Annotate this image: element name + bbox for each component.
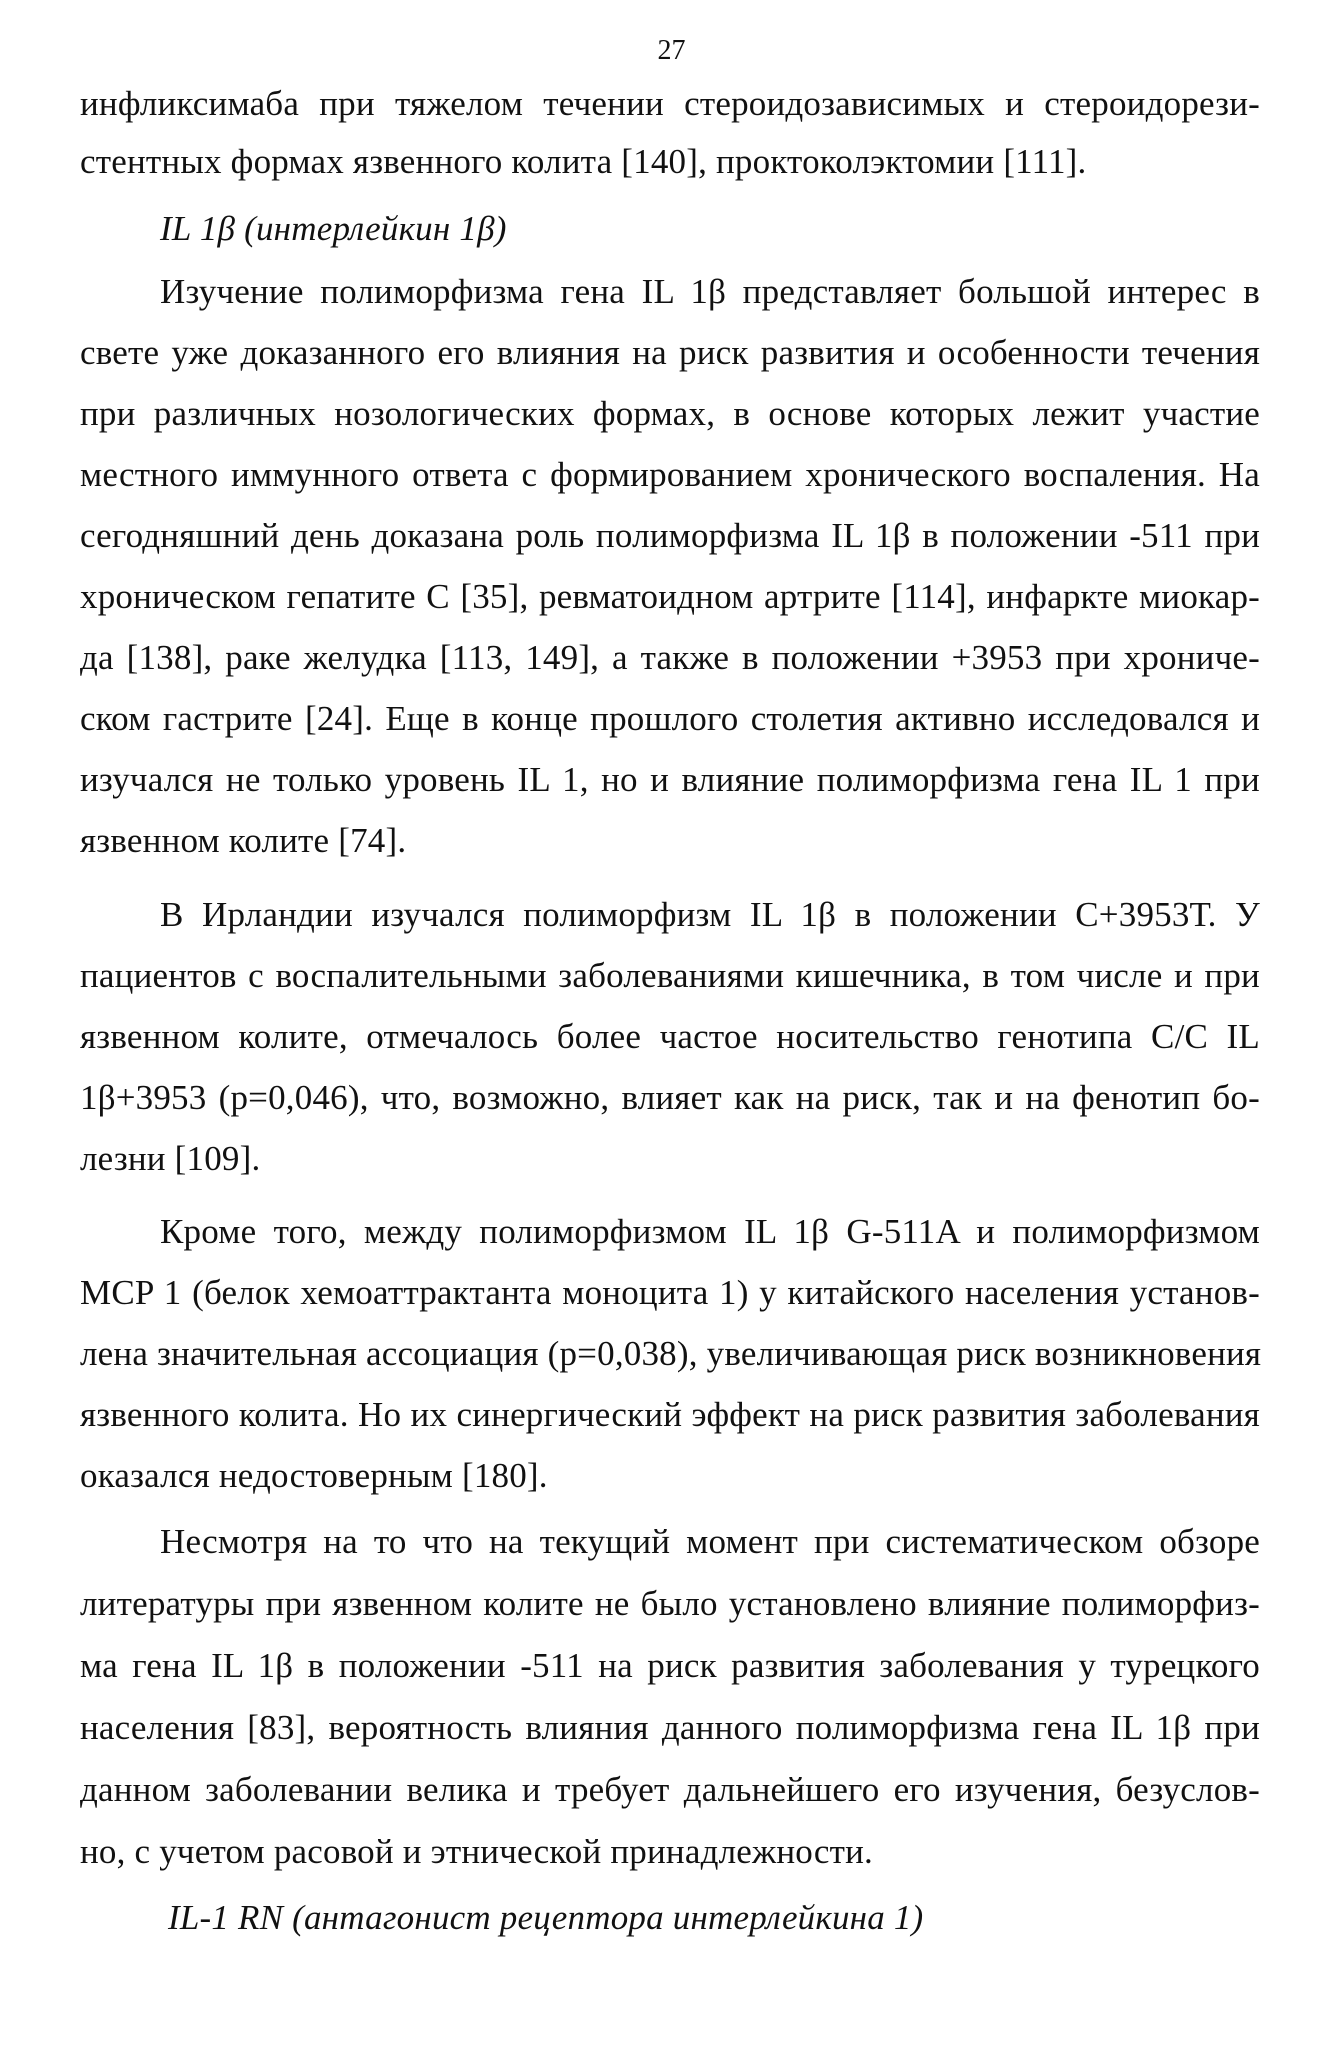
text-line: MCP 1 (белок хемоаттрактанта моноцита 1) у китайского населения установ- <box>80 1273 1260 1312</box>
text-line: литературы при язвенном колите не было установлено влияние полиморфиз- <box>80 1584 1260 1623</box>
text-line: Изучение полиморфизма гена IL 1β представляет большой интерес в <box>160 272 1260 311</box>
text-line: данном заболевании велика и требует дальнейшего его изучения, безуслов- <box>80 1770 1260 1809</box>
text-line: стентных формах язвенного колита [140], проктоколэктомии [111]. <box>80 142 1087 181</box>
text-line: Кроме того, между полиморфизмом IL 1β G-511A и полиморфизмом <box>160 1212 1260 1251</box>
text-line: сегодняшний день доказана роль полиморфизма IL 1β в положении -511 при <box>80 516 1260 555</box>
text-line: ском гастрите [24]. Еще в конце прошлого столетия активно исследовался и <box>80 699 1260 738</box>
section-heading: IL-1 RN (антагонист рецептора интерлейкина 1) <box>168 1898 924 1937</box>
text-line: язвенном колите, отмечалось более частое носительство генотипа С/С IL <box>80 1017 1260 1056</box>
text-line: изучался не только уровень IL 1, но и влияние полиморфизма гена IL 1 при <box>80 760 1260 799</box>
text-line: язвенном колите [74]. <box>80 821 407 860</box>
text-line: В Ирландии изучался полиморфизм IL 1β в положении С+3953Т. У <box>160 895 1260 934</box>
text-line: язвенного колита. Но их синергический эффект на риск развития заболевания <box>80 1395 1260 1434</box>
text-line: лезни [109]. <box>80 1139 261 1178</box>
text-line: ма гена IL 1β в положении -511 на риск развития заболевания у турецкого <box>80 1646 1260 1685</box>
text-line: пациентов с воспалительными заболеваниями кишечника, в том числе и при <box>80 956 1260 995</box>
text-line: лена значительная ассоциация (р=0,038), увеличивающая риск возникновения <box>80 1334 1262 1373</box>
text-line: хроническом гепатите С [35], ревматоидном артрите [114], инфаркте миокар- <box>80 577 1260 616</box>
section-heading: IL 1β (интерлейкин 1β) <box>160 209 507 248</box>
text-line: инфликсимаба при тяжелом течении стероидозависимых и стероидорези- <box>80 84 1260 123</box>
text-line: 1β+3953 (р=0,046), что, возможно, влияет как на риск, так и на фенотип бо- <box>80 1078 1260 1117</box>
text-line: но, с учетом расовой и этнической принадлежности. <box>80 1832 873 1871</box>
page-number: 27 <box>657 35 686 66</box>
text-line: оказался недостоверным [180]. <box>80 1456 548 1495</box>
text-line: при различных нозологических формах, в основе которых лежит участие <box>80 394 1260 433</box>
text-line: местного иммунного ответа с формированием хронического воспаления. На <box>80 455 1260 494</box>
text-line: свете уже доказанного его влияния на риск развития и особенности течения <box>80 333 1260 372</box>
text-line: Несмотря на то что на текущий момент при систематическом обзоре <box>160 1522 1260 1561</box>
text-line: населения [83], вероятность влияния данного полиморфизма гена IL 1β при <box>80 1708 1260 1747</box>
text-line: да [138], раке желудка [113, 149], а также в положении +3953 при хрониче- <box>80 638 1260 677</box>
